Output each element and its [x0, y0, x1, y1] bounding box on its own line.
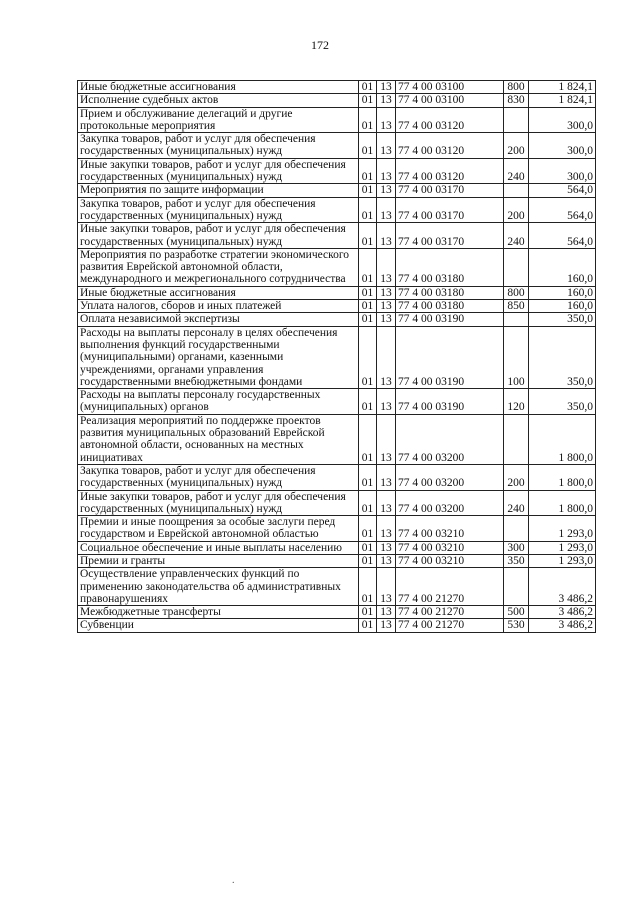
- row-target-article-cell: 77 4 00 03120: [396, 158, 504, 184]
- row-expense-type-cell: 850: [504, 300, 529, 313]
- row-target-article-cell: 77 4 00 03170: [396, 223, 504, 249]
- row-target-article-cell: 77 4 00 03180: [396, 300, 504, 313]
- row-section-cell: 01: [359, 248, 377, 286]
- row-target-article-cell: 77 4 00 03120: [396, 133, 504, 159]
- row-section-cell: 01: [359, 300, 377, 313]
- row-amount-cell: 3 486,2: [529, 606, 596, 619]
- table-row: [78, 107, 596, 133]
- row-amount-cell: 1 800,0: [529, 414, 596, 464]
- row-target-article-cell: 77 4 00 03180: [396, 286, 504, 299]
- table-row: [78, 158, 596, 184]
- row-expense-type-cell: 100: [504, 326, 529, 388]
- row-name-text: Осуществление управленческих функций по применению законодательства об административных правонарушениях: [80, 568, 341, 605]
- row-expense-type-cell: 240: [504, 490, 529, 516]
- row-expense-type-cell: 300: [504, 541, 529, 554]
- row-name-text: Иные закупки товаров, работ и услуг для обеспечения государственных (муниципальных) нужд: [80, 223, 346, 248]
- row-subsection-cell: 13: [377, 158, 396, 184]
- row-expense-type-cell: [504, 568, 529, 606]
- row-expense-type-cell: 800: [504, 286, 529, 299]
- row-section-cell: 01: [359, 184, 377, 197]
- table-row: [78, 133, 596, 159]
- row-name-text: Исполнение судебных актов: [80, 94, 219, 107]
- row-name-cell: [78, 184, 359, 197]
- page-number: 172: [311, 38, 329, 52]
- row-name-text: Уплата налогов, сборов и иных платежей: [80, 300, 282, 313]
- table-row: [78, 619, 596, 632]
- row-amount-cell: 350,0: [529, 313, 596, 326]
- row-expense-type-cell: [504, 414, 529, 464]
- row-name-text: Прием и обслуживание делегаций и другие протокольные мероприятия: [80, 107, 293, 132]
- row-target-article-cell: 77 4 00 03170: [396, 184, 504, 197]
- row-amount-cell: 160,0: [529, 248, 596, 286]
- row-target-article-cell: 77 4 00 03190: [396, 389, 504, 415]
- table-row: [78, 414, 596, 464]
- row-name-text: Расходы на выплаты персоналу в целях обеспечения выполнения функций государственными (муниципальными) органами, казенными учреждениями, органами управления государственными внебюджетными фондами: [80, 326, 338, 388]
- row-subsection-cell: 13: [377, 300, 396, 313]
- row-amount-cell: 564,0: [529, 197, 596, 223]
- table-row: [78, 223, 596, 249]
- row-name-cell: [78, 606, 359, 619]
- row-name-cell: [78, 94, 359, 107]
- row-amount-cell: 564,0: [529, 184, 596, 197]
- table-row: [78, 300, 596, 313]
- row-subsection-cell: 13: [377, 81, 396, 94]
- row-expense-type-cell: 500: [504, 606, 529, 619]
- row-section-cell: 01: [359, 326, 377, 388]
- table-row: [78, 326, 596, 388]
- row-name-text: Закупка товаров, работ и услуг для обеспечения государственных (муниципальных) нужд: [80, 464, 316, 490]
- row-expense-type-cell: 350: [504, 554, 529, 567]
- row-section-cell: 01: [359, 81, 377, 94]
- row-expense-type-cell: 200: [504, 464, 529, 490]
- row-amount-cell: 1 293,0: [529, 554, 596, 567]
- table-row: [78, 516, 596, 542]
- row-amount-cell: 300,0: [529, 158, 596, 184]
- row-name-cell: [78, 133, 359, 159]
- row-name-text: Межбюджетные трансферты: [80, 606, 221, 619]
- budget-table-body: [78, 81, 596, 633]
- row-expense-type-cell: [504, 516, 529, 542]
- table-row: [78, 490, 596, 516]
- table-row: [78, 554, 596, 567]
- table-row: [78, 464, 596, 490]
- row-target-article-cell: 77 4 00 03200: [396, 464, 504, 490]
- row-name-cell: [78, 81, 359, 94]
- row-amount-cell: 300,0: [529, 107, 596, 133]
- row-subsection-cell: 13: [377, 568, 396, 606]
- row-subsection-cell: 13: [377, 554, 396, 567]
- row-name-cell: [78, 107, 359, 133]
- row-subsection-cell: 13: [377, 541, 396, 554]
- row-name-text: Оплата независимой экспертизы: [80, 313, 240, 326]
- row-amount-cell: 160,0: [529, 300, 596, 313]
- row-expense-type-cell: [504, 248, 529, 286]
- row-subsection-cell: 13: [377, 490, 396, 516]
- row-subsection-cell: 13: [377, 223, 396, 249]
- row-name-cell: [78, 568, 359, 606]
- row-subsection-cell: 13: [377, 184, 396, 197]
- budget-table: [77, 80, 596, 633]
- row-expense-type-cell: 200: [504, 133, 529, 159]
- footer-mark: .: [232, 875, 235, 886]
- row-section-cell: 01: [359, 464, 377, 490]
- row-name-text: Иные закупки товаров, работ и услуг для обеспечения государственных (муниципальных) нужд: [80, 490, 346, 515]
- row-amount-cell: 564,0: [529, 223, 596, 249]
- row-subsection-cell: 13: [377, 248, 396, 286]
- table-row: [78, 81, 596, 94]
- row-name-text: Мероприятия по защите информации: [80, 184, 264, 197]
- table-row: [78, 197, 596, 223]
- row-subsection-cell: 13: [377, 464, 396, 490]
- row-target-article-cell: 77 4 00 21270: [396, 606, 504, 619]
- table-row: [78, 94, 596, 107]
- row-name-cell: [78, 300, 359, 313]
- row-name-text: Закупка товаров, работ и услуг для обеспечения государственных (муниципальных) нужд: [80, 197, 316, 222]
- row-name-text: Премии и иные поощрения за особые заслуги перед государством и Еврейской автономной областью: [80, 516, 336, 541]
- row-target-article-cell: 77 4 00 03210: [396, 554, 504, 567]
- row-amount-cell: 1 800,0: [529, 464, 596, 490]
- row-section-cell: 01: [359, 313, 377, 326]
- row-amount-cell: 3 486,2: [529, 619, 596, 632]
- row-expense-type-cell: [504, 107, 529, 133]
- row-target-article-cell: 77 4 00 03210: [396, 516, 504, 542]
- row-amount-cell: 1 824,1: [529, 81, 596, 94]
- row-target-article-cell: 77 4 00 03200: [396, 414, 504, 464]
- row-name-cell: [78, 389, 359, 415]
- row-name-cell: [78, 541, 359, 554]
- row-amount-cell: 3 486,2: [529, 568, 596, 606]
- row-section-cell: 01: [359, 223, 377, 249]
- table-row: [78, 313, 596, 326]
- row-amount-cell: 350,0: [529, 389, 596, 415]
- row-name-cell: [78, 554, 359, 567]
- table-row: [78, 286, 596, 299]
- row-name-text: Иные бюджетные ассигнования: [80, 286, 236, 299]
- row-subsection-cell: 13: [377, 197, 396, 223]
- row-amount-cell: 350,0: [529, 326, 596, 388]
- row-target-article-cell: 77 4 00 21270: [396, 568, 504, 606]
- row-target-article-cell: 77 4 00 21270: [396, 619, 504, 632]
- row-name-text: Закупка товаров, работ и услуг для обеспечения государственных (муниципальных) нужд: [80, 133, 316, 158]
- row-expense-type-cell: 200: [504, 197, 529, 223]
- row-expense-type-cell: [504, 184, 529, 197]
- row-section-cell: 01: [359, 133, 377, 159]
- row-section-cell: 01: [359, 619, 377, 632]
- row-expense-type-cell: 800: [504, 81, 529, 94]
- row-subsection-cell: 13: [377, 133, 396, 159]
- row-subsection-cell: 13: [377, 606, 396, 619]
- row-name-text: Субвенции: [80, 619, 134, 632]
- row-section-cell: 01: [359, 606, 377, 619]
- row-subsection-cell: 13: [377, 414, 396, 464]
- row-target-article-cell: 77 4 00 03100: [396, 94, 504, 107]
- row-subsection-cell: 13: [377, 286, 396, 299]
- row-section-cell: 01: [359, 516, 377, 542]
- table-row: [78, 184, 596, 197]
- row-name-cell: [78, 619, 359, 632]
- row-section-cell: 01: [359, 94, 377, 107]
- row-name-text: Мероприятия по разработке стратегии экономического развития Еврейской автономной области, международного и межрегионального сотрудничества: [80, 248, 350, 286]
- row-name-text: Иные бюджетные ассигнования: [80, 81, 236, 93]
- row-expense-type-cell: 120: [504, 389, 529, 415]
- row-subsection-cell: 13: [377, 516, 396, 542]
- row-expense-type-cell: 240: [504, 223, 529, 249]
- row-section-cell: 01: [359, 286, 377, 299]
- row-name-cell: [78, 197, 359, 223]
- table-row: [78, 389, 596, 415]
- row-target-article-cell: 77 4 00 03180: [396, 248, 504, 286]
- row-section-cell: 01: [359, 389, 377, 415]
- row-subsection-cell: 13: [377, 94, 396, 107]
- row-name-text: Премии и гранты: [80, 554, 166, 567]
- row-amount-cell: 160,0: [529, 286, 596, 299]
- row-name-cell: [78, 223, 359, 249]
- row-amount-cell: 1 824,1: [529, 94, 596, 107]
- row-expense-type-cell: 240: [504, 158, 529, 184]
- row-amount-cell: 300,0: [529, 133, 596, 159]
- row-amount-cell: 1 800,0: [529, 490, 596, 516]
- row-subsection-cell: 13: [377, 619, 396, 632]
- row-name-text: Социальное обеспечение и иные выплаты населению: [80, 541, 342, 554]
- row-expense-type-cell: 830: [504, 94, 529, 107]
- row-section-cell: 01: [359, 414, 377, 464]
- row-name-cell: [78, 158, 359, 184]
- table-row: [78, 606, 596, 619]
- row-name-text: Реализация мероприятий по поддержке проектов развития муниципальных образований Еврейской автономной области, основанных на местных инициативах: [80, 414, 325, 464]
- row-subsection-cell: 13: [377, 313, 396, 326]
- row-expense-type-cell: 530: [504, 619, 529, 632]
- row-name-cell: [78, 414, 359, 464]
- row-name-cell: [78, 326, 359, 388]
- row-subsection-cell: 13: [377, 389, 396, 415]
- row-target-article-cell: 77 4 00 03210: [396, 541, 504, 554]
- table-row: [78, 568, 596, 606]
- row-target-article-cell: 77 4 00 03200: [396, 490, 504, 516]
- row-target-article-cell: 77 4 00 03190: [396, 313, 504, 326]
- row-expense-type-cell: [504, 313, 529, 326]
- row-name-cell: [78, 248, 359, 286]
- row-target-article-cell: 77 4 00 03100: [396, 81, 504, 94]
- row-name-cell: [78, 516, 359, 542]
- row-name-cell: [78, 490, 359, 516]
- row-target-article-cell: 77 4 00 03120: [396, 107, 504, 133]
- row-section-cell: 01: [359, 541, 377, 554]
- row-section-cell: 01: [359, 568, 377, 606]
- row-amount-cell: 1 293,0: [529, 516, 596, 542]
- row-name-cell: [78, 286, 359, 299]
- table-row: [78, 248, 596, 286]
- row-name-cell: [78, 464, 359, 490]
- row-subsection-cell: 13: [377, 326, 396, 388]
- row-section-cell: 01: [359, 197, 377, 223]
- table-row: [78, 541, 596, 554]
- row-name-text: Расходы на выплаты персоналу государственных (муниципальных) органов: [80, 389, 321, 414]
- row-subsection-cell: 13: [377, 107, 396, 133]
- row-section-cell: 01: [359, 158, 377, 184]
- row-name-text: Иные закупки товаров, работ и услуг для обеспечения государственных (муниципальных) нужд: [80, 158, 346, 184]
- row-section-cell: 01: [359, 554, 377, 567]
- row-section-cell: 01: [359, 490, 377, 516]
- row-target-article-cell: 77 4 00 03170: [396, 197, 504, 223]
- row-amount-cell: 1 293,0: [529, 541, 596, 554]
- row-name-cell: [78, 313, 359, 326]
- row-target-article-cell: 77 4 00 03190: [396, 326, 504, 388]
- row-section-cell: 01: [359, 107, 377, 133]
